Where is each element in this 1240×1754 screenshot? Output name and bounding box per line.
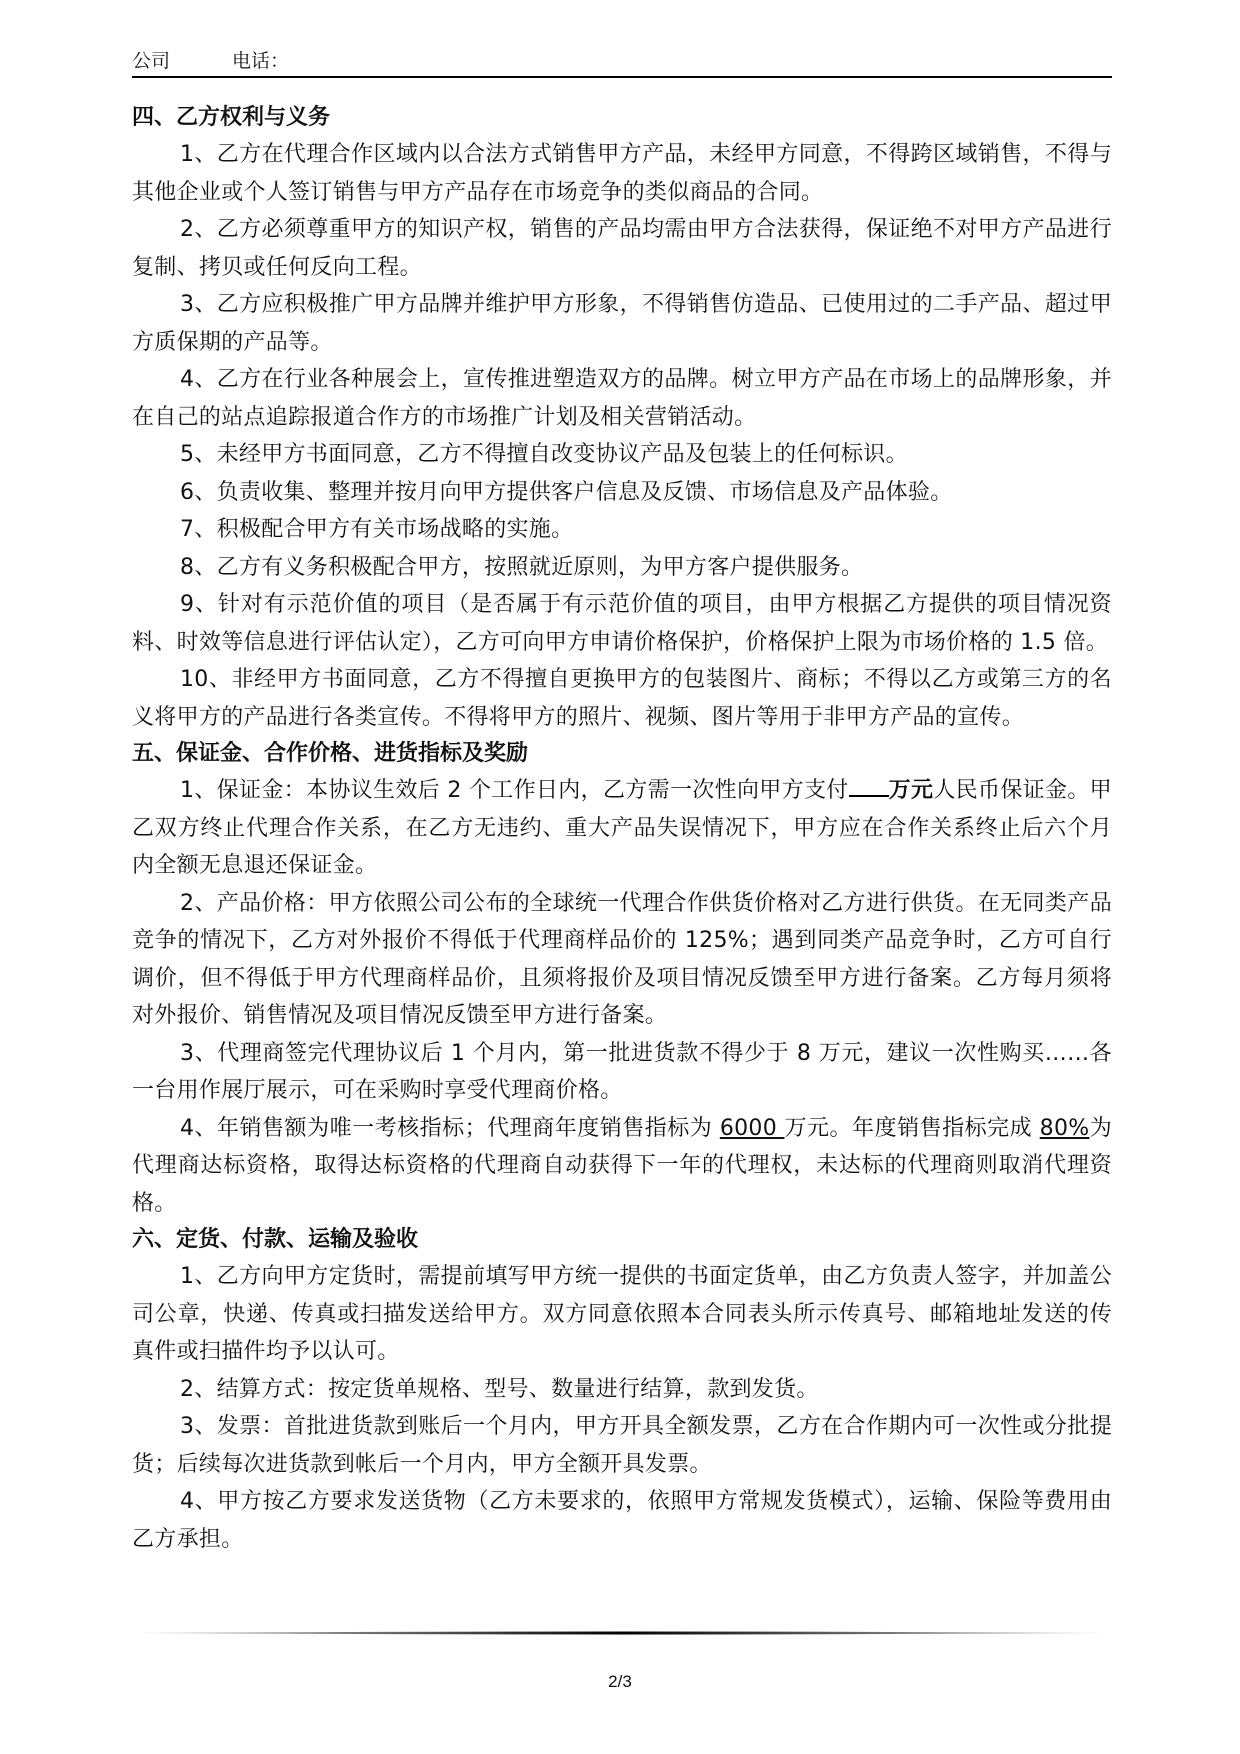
sales-target-text-end: 为代理商达标资格，取得达标资格的代理商自动获得下一年的代理权，未达标的代理商则取消代理资格。	[132, 1115, 1112, 1216]
section-4-item-10: 10、非经甲方书面同意，乙方不得擅自更换甲方的包装图片、商标；不得以乙方或第三方的名义将甲方的产品进行各类宣传。不得将甲方的照片、视频、图片等用于非甲方产品的宣传。	[132, 667, 1112, 730]
section-6-item-4: 4、甲方按乙方要求发送货物（乙方未要求的，依照甲方常规发货模式），运输、保险等费用由乙方承担。	[132, 1489, 1112, 1552]
header-phone-label: 电话：	[232, 50, 290, 72]
section-4-item-1: 1、乙方在代理合作区域内以合法方式销售甲方产品，未经甲方同意，不得跨区域销售，不得与其他企业或个人签订销售与甲方产品存在市场竞争的类似商品的合同。	[132, 142, 1112, 205]
deposit-amount-blank	[849, 795, 889, 797]
sales-target-text-start: 4、年销售额为唯一考核指标；代理商年度销售指标为	[180, 1115, 720, 1141]
section-5-title: 五、保证金、合作价格、进货指标及奖励	[132, 741, 529, 766]
section-4-item-5: 5、未经甲方书面同意，乙方不得擅自改变协议产品及包装上的任何标识。	[180, 442, 908, 467]
sales-target-amount: 6000	[719, 1115, 785, 1141]
section-6-item-2: 2、结算方式：按定货单规格、型号、数量进行结算，款到发货。	[180, 1376, 819, 1402]
section-5-item-2: 2、产品价格：甲方依照公司公布的全球统一代理合作供货价格对乙方进行供货。在无同类产品竞争的情况下，乙方对外报价不得低于代理商样品价的 125%；遇到同类产品竞争时，乙方可自行调价，但不得低于甲方代理商样品价，且须将报价及项目情况反馈至甲方进行备案。乙方每月须将对外报价、销售情况及项目情况反馈至甲方进行备案。	[132, 890, 1112, 1028]
section-4-item-7: 7、积极配合甲方有关市场战略的实施。	[180, 517, 574, 542]
section-4-item-4: 4、乙方在行业各种展会上，宣传推进塑造双方的品牌。树立甲方产品在市场上的品牌形象，并在自己的站点追踪报道合作方的市场推广计划及相关营销活动。	[132, 367, 1112, 430]
section-5-item-4	[132, 1110, 1112, 1223]
section-4-item-9: 9、针对有示范价值的项目（是否属于有示范价值的项目，由甲方根据乙方提供的项目情况资料、时效等信息进行评估认定），乙方可向甲方申请价格保护，价格保护上限为市场价格的 1.5 倍。	[132, 592, 1112, 655]
deposit-unit: 万元	[888, 778, 934, 803]
section-6-item-1: 1、乙方向甲方定货时，需提前填写甲方统一提供的书面定货单，由乙方负责人签字，并加盖公司公章，快递、传真或扫描发送给甲方。双方同意依照本合同表头所示传真号、邮箱地址发送的传真件或扫描件均予以认可。	[132, 1264, 1112, 1364]
document-body	[132, 100, 1112, 1558]
section-4-title: 四、乙方权利与义务	[132, 105, 331, 130]
section-6-item-3: 3、发票：首批进货款到账后一个月内，甲方开具全额发票，乙方在合作期内可一次性或分批提货；后续每次进货款到帐后一个月内，甲方全额开具发票。	[132, 1414, 1112, 1477]
deposit-text-start: 1、保证金：本协议生效后 2 个工作日内，乙方需一次性向甲方支付	[180, 778, 849, 803]
section-5-item-1	[132, 772, 1112, 885]
header-company-label: 公司	[132, 50, 171, 72]
footer-divider	[132, 1631, 1112, 1635]
section-6-title: 六、定货、付款、运输及验收	[132, 1227, 419, 1252]
deposit-text-end: 人民币保证金。甲乙双方终止代理合作关系，在乙方无违约、重大产品失误情况下，甲方应在合作关系终止后六个月内全额无息退还保证金。	[132, 778, 1112, 878]
sales-target-percent: 80%	[1039, 1115, 1090, 1141]
page-header	[132, 42, 1112, 78]
section-4-item-8: 8、乙方有义务积极配合甲方，按照就近原则，为甲方客户提供服务。	[180, 554, 864, 580]
sales-target-text-mid: 万元。年度销售指标完成	[784, 1115, 1040, 1141]
section-5-item-3: 3、代理商签完代理协议后 1 个月内，第一批进货款不得少于 8 万元，建议一次性购买……各一台用作展厅展示，可在采购时享受代理商价格。	[132, 1040, 1112, 1103]
page-number: 2/3	[608, 1672, 632, 1691]
section-4-item-2: 2、乙方必须尊重甲方的知识产权，销售的产品均需由甲方合法获得，保证绝不对甲方产品进行复制、拷贝或任何反向工程。	[132, 217, 1112, 280]
section-4-item-3: 3、乙方应积极推广甲方品牌并维护甲方形象，不得销售仿造品、已使用过的二手产品、超过甲方质保期的产品等。	[132, 292, 1112, 355]
section-4-item-6: 6、负责收集、整理并按月向甲方提供客户信息及反馈、市场信息及产品体验。	[180, 479, 953, 505]
